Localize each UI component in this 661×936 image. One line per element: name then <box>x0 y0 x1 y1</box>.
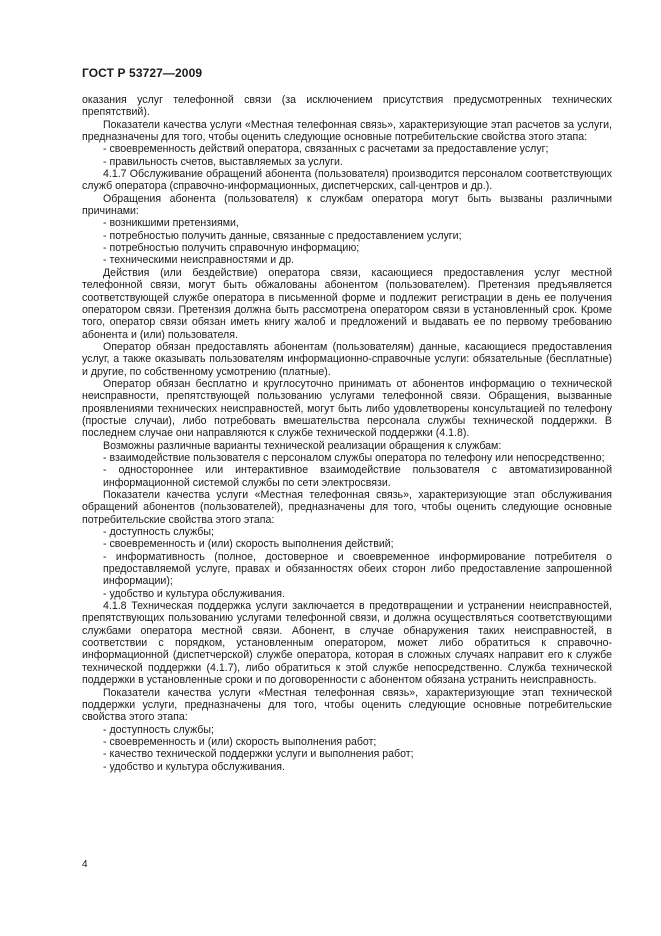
list-item: - доступность службы; <box>103 723 214 736</box>
list-item: - своевременность и (или) скорость выполнения действий; <box>103 538 394 551</box>
list-item: - одностороннее или интерактивное взаимодействие пользователя с автоматизированной информационной системой службы по сети электросвязи. <box>103 464 612 489</box>
paragraph: Оператор обязан предоставлять абонентам (пользователям) данные, касающиеся предоставления услуг, а также оказывать пользователям информационно-справочные услуги: обязательные (бесплатные) и другие, по собственному усмотрению (платные). <box>82 340 612 378</box>
paragraph: Показатели качества услуги «Местная телефонная связь», характеризующие этап технической поддержки услуги, предназначены для того, чтобы оценить следующие основные потребительские свойства этого этапа: <box>82 686 612 724</box>
paragraph: Действия (или бездействие) оператора связи, касающиеся предоставления услуг местной телефонной связи, могут быть обжалованы абонентом (пользователем). Претензия предъявляется соответствующей службе оператора в письменной форме и подлежит регистрации в день ее получения оператором связи. Претензия должна быть рассмотрена оператором связи в установленный срок. Кроме того, оператор связи обязан иметь книгу жалоб и предложений и выдавать ее по первому требованию абонента и (или) пользователя. <box>82 266 612 341</box>
list-item: - удобство и культура обслуживания. <box>103 760 285 773</box>
list-item: - потребностью получить справочную информацию; <box>103 242 360 255</box>
document-header: ГОСТ Р 53727—2009 <box>82 66 203 80</box>
paragraph: Показатели качества услуги «Местная телефонная связь», характеризующие этап обслуживания обращений абонентов (пользователей), предназначены для того, чтобы оценить следующие основные потребительские свойства этого этапа: <box>82 489 612 526</box>
list-item: - своевременность действий оператора, связанных с расчетами за предоставление услуг; <box>103 143 549 156</box>
list-item: - потребностью получить данные, связанные с предоставлением услуги; <box>103 229 462 242</box>
list-item: - информативность (полное, достоверное и своевременное информирование потребителя о предоставляемой услуге, правах и обязанностях обеих сторон либо предоставление запрошенной информации); <box>103 550 612 588</box>
list-item: - техническими неисправностями и др. <box>103 254 295 267</box>
paragraph: Обращения абонента (пользователя) к службам оператора могут быть вызваны различными причинами: <box>82 192 612 218</box>
list-item: - возникшими претензиями, <box>103 217 239 230</box>
paragraph: Возможны различные варианты технической реализации обращения к службам: <box>103 439 502 452</box>
paragraph: оказания услуг телефонной связи (за исключением присутствия предусмотренных технических препятствий). <box>82 94 612 119</box>
section-paragraph-4-1-7: 4.1.7 Обслуживание обращений абонента (пользователя) производится персоналом соответствующих служб оператора (справочно-информационных, диспетчерских, call-центров и др.). <box>82 168 612 193</box>
list-item: - удобство и культура обслуживания. <box>103 587 285 600</box>
page-number: 4 <box>82 859 88 870</box>
paragraph: Оператор обязан бесплатно и круглосуточно принимать от абонентов информацию о технической неисправности, препятствующей пользованию услугами телефонной связи. Обращения, вызванные проявлениями технических неисправностей, могут быть либо удовлетворены консультацией по телефону (простые случаи), либо потребовать вмешательства персонала службы технической поддержки. В последнем случае они направляются к службе технической поддержки (4.1.8). <box>82 377 612 440</box>
list-item: - доступность службы; <box>103 526 214 539</box>
document-body <box>82 94 612 773</box>
list-item: - правильность счетов, выставляемых за услуги. <box>103 155 343 168</box>
list-item: - своевременность и (или) скорость выполнения работ; <box>103 735 377 748</box>
list-item: - взаимодействие пользователя с персоналом службы оператора по телефону или непосредственно; <box>103 451 605 464</box>
section-paragraph-4-1-8: 4.1.8 Техническая поддержка услуги заключается в предотвращении и устранении неисправностей, препятствующих пользованию услугами телефонной связи, и должна осуществляться соответствующими службами оператора местной связи. Абонент, в случае обнаружения таких неисправностей, в соответствии с порядком, установленным оператором, может либо обратиться к справочно-информационной (диспетчерской) службе оператора, которая в сложных случаях направит его к службе технической поддержки (4.1.7), либо обратиться к этой службе непосредственно. Служба технической поддержки в установленные сроки и по договоренности с абонентом обязана устранить неисправность. <box>82 600 612 687</box>
list-item: - качество технической поддержки услуги и выполнения работ; <box>103 748 414 761</box>
paragraph: Показатели качества услуги «Местная телефонная связь», характеризующие этап расчетов за услуги, предназначены для того, чтобы оценить следующие основные потребительские свойства этого этапа: <box>82 118 612 144</box>
